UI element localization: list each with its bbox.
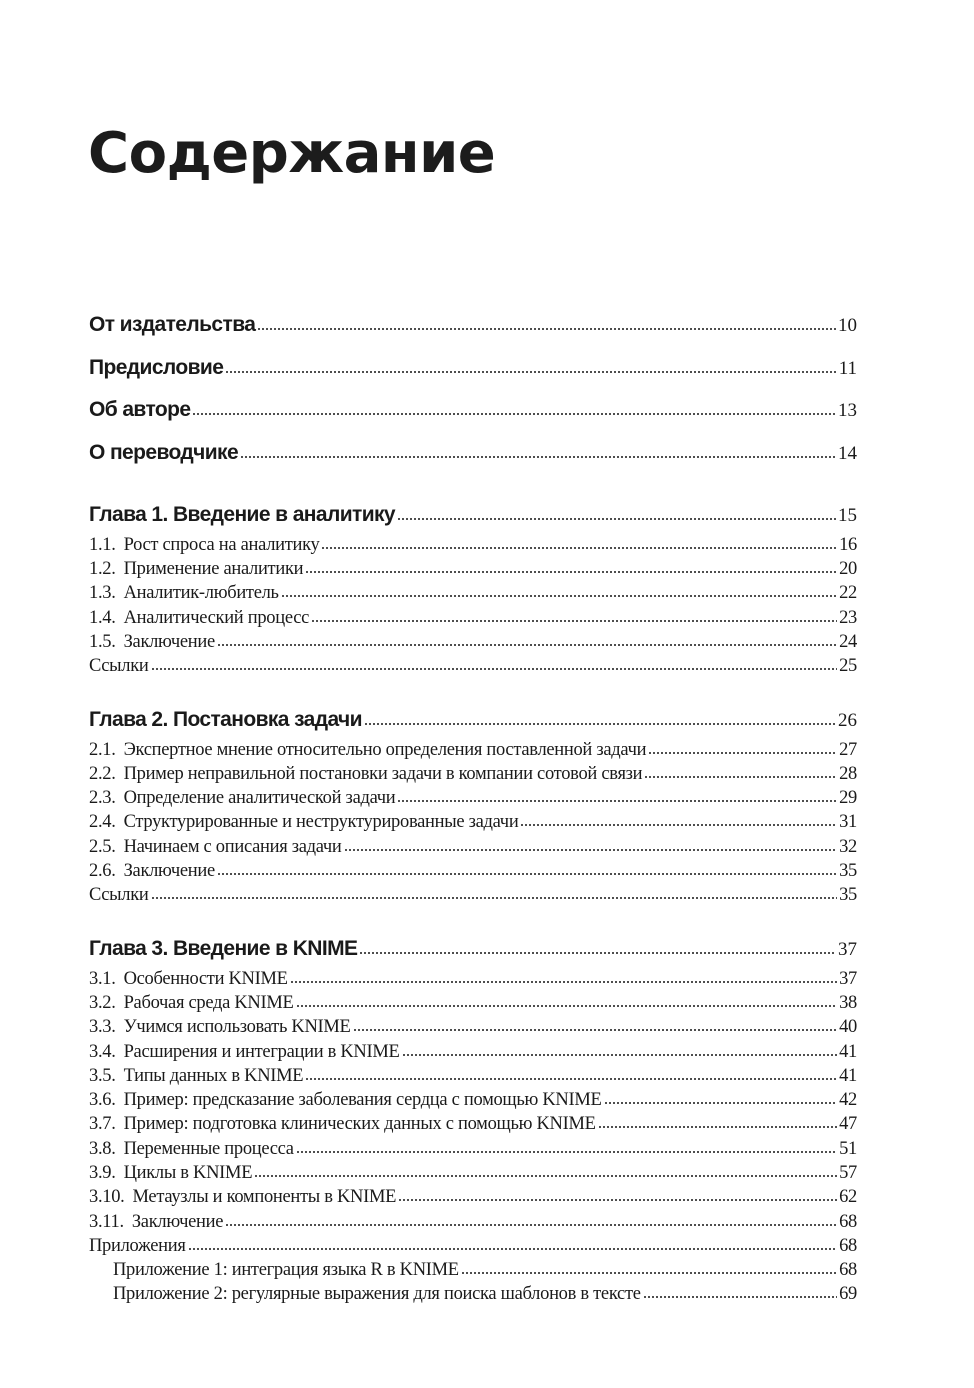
toc-page-number: 26 bbox=[838, 709, 857, 731]
toc-page-number: 38 bbox=[839, 992, 857, 1013]
toc-entry-number: 3.8. bbox=[89, 1138, 116, 1159]
toc-page-number: 41 bbox=[839, 1065, 857, 1086]
toc-entry-number: 3.4. bbox=[89, 1041, 116, 1062]
toc-entry-number: 3.3. bbox=[89, 1017, 116, 1038]
toc-entry-title: Экспертное мнение относительно определения поставленной задачи bbox=[123, 739, 647, 760]
toc-entry-title: О переводчике bbox=[89, 441, 239, 465]
toc-entry-label bbox=[89, 705, 362, 735]
toc-entry-label bbox=[89, 1210, 223, 1234]
toc-entry[interactable] bbox=[89, 991, 857, 1015]
toc-page-number: 10 bbox=[838, 315, 857, 336]
toc-page-number: 27 bbox=[839, 739, 857, 760]
dot-leader bbox=[188, 1247, 838, 1251]
toc-entry-label bbox=[89, 859, 215, 883]
dot-leader bbox=[344, 848, 838, 852]
toc-entry-title: Глава 2. Постановка задачи bbox=[89, 707, 362, 731]
toc-entry-label bbox=[89, 1137, 294, 1161]
toc-entry-title: Циклы в KNIME bbox=[123, 1162, 253, 1183]
toc-entry-title: Метаузлы и компоненты в KNIME bbox=[132, 1187, 397, 1208]
toc-entry-title: Ссылки bbox=[89, 885, 149, 906]
toc-entry-label bbox=[89, 934, 357, 964]
toc-entry-number: 1.5. bbox=[89, 631, 116, 652]
toc-entry[interactable] bbox=[89, 630, 857, 654]
dot-leader bbox=[398, 1198, 837, 1202]
dot-leader bbox=[254, 1174, 837, 1178]
toc-entry-title: Аналитический процесс bbox=[123, 607, 310, 628]
toc-entry-label bbox=[89, 1040, 400, 1064]
toc-entry-label bbox=[89, 786, 395, 810]
toc-entry-number: 2.3. bbox=[89, 788, 116, 809]
toc-entry-title: Применение аналитики bbox=[123, 559, 304, 580]
toc-page-number: 68 bbox=[839, 1235, 857, 1256]
toc-entry[interactable] bbox=[89, 1185, 857, 1209]
dot-leader bbox=[151, 667, 838, 671]
toc-entry-label bbox=[89, 1088, 602, 1112]
toc-front-matter-item[interactable] bbox=[89, 304, 857, 347]
toc-entry-label bbox=[89, 883, 149, 907]
toc-page-number: 23 bbox=[839, 607, 857, 628]
toc-entry-number: 3.7. bbox=[89, 1114, 116, 1135]
dot-leader bbox=[321, 546, 837, 550]
toc-entry-number: 3.9. bbox=[89, 1162, 116, 1183]
toc-entry-title: Переменные процесса bbox=[123, 1138, 294, 1159]
toc-entry-title: Рабочая среда KNIME bbox=[123, 992, 294, 1013]
toc-entry-number: 3.2. bbox=[89, 992, 116, 1013]
chapter-section bbox=[89, 705, 857, 908]
toc-subentry[interactable] bbox=[89, 1282, 857, 1306]
toc-page-number: 32 bbox=[839, 836, 857, 857]
toc-entry-number: 2.1. bbox=[89, 739, 116, 760]
toc-page-number: 37 bbox=[839, 968, 857, 989]
toc-entry-number: 1.4. bbox=[89, 607, 116, 628]
table-of-contents bbox=[89, 304, 857, 1307]
toc-entry-title: Глава 1. Введение в аналитику bbox=[89, 502, 395, 526]
dot-leader bbox=[290, 980, 837, 984]
toc-entry[interactable] bbox=[89, 762, 857, 786]
toc-page-number: 35 bbox=[839, 861, 857, 882]
dot-leader bbox=[598, 1125, 838, 1129]
toc-entry-title: Типы данных в KNIME bbox=[123, 1065, 304, 1086]
toc-entry-label bbox=[89, 500, 395, 530]
toc-entry-number: 2.6. bbox=[89, 861, 116, 882]
dot-leader bbox=[225, 1223, 837, 1227]
toc-entry[interactable] bbox=[89, 1210, 857, 1234]
toc-entry[interactable] bbox=[89, 738, 857, 762]
toc-page-number: 47 bbox=[839, 1114, 857, 1135]
toc-page-number: 51 bbox=[839, 1138, 857, 1159]
toc-entry-number: 3.1. bbox=[89, 968, 116, 989]
dot-leader bbox=[397, 799, 837, 803]
dot-leader bbox=[397, 517, 836, 521]
toc-entry-title: Пример неправильной постановки задачи в компании сотовой связи bbox=[123, 763, 643, 784]
toc-page-number: 57 bbox=[839, 1162, 857, 1183]
toc-entry-number: 1.3. bbox=[89, 583, 116, 604]
toc-entry[interactable] bbox=[89, 883, 857, 907]
toc-front-matter-item[interactable] bbox=[89, 389, 857, 432]
toc-page-number: 22 bbox=[839, 583, 857, 604]
dot-leader bbox=[402, 1053, 838, 1057]
toc-entry-title: Заключение bbox=[123, 861, 215, 882]
toc-entry-title: Заключение bbox=[123, 631, 215, 652]
toc-entry-label bbox=[89, 762, 642, 786]
toc-entry-title: Учимся использовать KNIME bbox=[123, 1017, 351, 1038]
toc-entry[interactable] bbox=[89, 581, 857, 605]
toc-entry-label bbox=[89, 1112, 596, 1136]
dot-leader bbox=[604, 1101, 838, 1105]
toc-entry[interactable] bbox=[89, 1137, 857, 1161]
toc-entry-label bbox=[89, 389, 190, 432]
toc-entry-title: Ссылки bbox=[89, 656, 149, 677]
toc-entry-title: Расширения и интеграции в KNIME bbox=[123, 1041, 400, 1062]
toc-page-number: 20 bbox=[839, 559, 857, 580]
toc-entry-label bbox=[89, 1015, 351, 1039]
toc-front-matter-item[interactable] bbox=[89, 347, 857, 390]
toc-subentry[interactable] bbox=[89, 1258, 857, 1282]
toc-entry-label bbox=[89, 432, 238, 475]
toc-entry-number: 1.2. bbox=[89, 559, 116, 580]
dot-leader bbox=[225, 370, 836, 374]
toc-entry-number: 3.6. bbox=[89, 1090, 116, 1111]
dot-leader bbox=[217, 872, 837, 876]
toc-entry-label bbox=[89, 810, 518, 834]
toc-entry[interactable] bbox=[89, 1064, 857, 1088]
toc-entry-label bbox=[89, 967, 288, 991]
toc-entry-number: 3.10. bbox=[89, 1187, 125, 1208]
toc-entry-title: Пример: подготовка клинических данных с помощью KNIME bbox=[123, 1114, 596, 1135]
toc-entry[interactable] bbox=[89, 835, 857, 859]
toc-entry[interactable] bbox=[89, 557, 857, 581]
dot-leader bbox=[644, 775, 837, 779]
toc-entry[interactable] bbox=[89, 654, 857, 678]
toc-entry-label bbox=[89, 738, 646, 762]
dot-leader bbox=[359, 951, 836, 955]
toc-entry-title: Предисловие bbox=[89, 355, 224, 379]
toc-entry-title: Приложение 1: интеграция языка R в KNIME bbox=[113, 1260, 459, 1281]
toc-entry-title: Приложения bbox=[89, 1235, 186, 1256]
toc-page-number: 41 bbox=[839, 1041, 857, 1062]
toc-page-number: 11 bbox=[838, 357, 857, 379]
toc-entry-label bbox=[89, 835, 342, 859]
toc-entry-number: 3.5. bbox=[89, 1065, 116, 1086]
toc-entry-label bbox=[89, 304, 255, 347]
toc-entry-label bbox=[89, 606, 309, 630]
toc-entry-title: Рост спроса на аналитику bbox=[123, 534, 320, 555]
toc-entry[interactable] bbox=[89, 1234, 857, 1258]
toc-entry-title: Об авторе bbox=[89, 398, 191, 422]
toc-page-number: 29 bbox=[839, 788, 857, 809]
toc-entry-title: Приложение 2: регулярные выражения для поиска шаблонов в тексте bbox=[113, 1284, 641, 1305]
toc-entry-label bbox=[89, 1064, 303, 1088]
toc-page-number: 14 bbox=[838, 443, 857, 465]
toc-entry-label bbox=[113, 1282, 641, 1306]
toc-entry-label bbox=[89, 557, 303, 581]
toc-entry-title: Пример: предсказание заболевания сердца с помощью KNIME bbox=[123, 1090, 602, 1111]
dot-leader bbox=[296, 1150, 837, 1154]
toc-entry-label bbox=[89, 533, 319, 557]
chapter-heading[interactable] bbox=[89, 934, 857, 964]
toc-entry[interactable] bbox=[89, 1088, 857, 1112]
toc-page-number: 16 bbox=[839, 534, 857, 555]
toc-entry[interactable] bbox=[89, 1161, 857, 1185]
toc-front-matter-item[interactable] bbox=[89, 432, 857, 475]
toc-entry-label bbox=[89, 1161, 252, 1185]
toc-page-number: 42 bbox=[839, 1090, 857, 1111]
toc-page-number: 37 bbox=[838, 938, 857, 960]
dot-leader bbox=[364, 722, 836, 726]
toc-entry-title: От издательства bbox=[89, 313, 256, 336]
dot-leader bbox=[520, 823, 837, 827]
dot-leader bbox=[648, 751, 837, 755]
toc-page-number: 28 bbox=[839, 763, 857, 784]
dot-leader bbox=[311, 619, 837, 623]
toc-page-number: 25 bbox=[839, 656, 857, 677]
toc-page-number: 69 bbox=[839, 1284, 857, 1305]
toc-entry-title: Глава 3. Введение в KNIME bbox=[89, 936, 358, 960]
toc-entry-label bbox=[89, 991, 294, 1015]
chapter-section bbox=[89, 500, 857, 679]
dot-leader bbox=[461, 1271, 837, 1275]
dot-leader bbox=[305, 570, 837, 574]
dot-leader bbox=[240, 455, 836, 459]
dot-leader bbox=[296, 1004, 838, 1008]
toc-entry-title: Заключение bbox=[131, 1211, 224, 1232]
dot-leader bbox=[151, 896, 838, 900]
dot-leader bbox=[281, 594, 837, 598]
dot-leader bbox=[353, 1028, 838, 1032]
toc-page-number: 40 bbox=[839, 1017, 857, 1038]
toc-entry-label bbox=[89, 347, 223, 390]
toc-entry-number: 2.2. bbox=[89, 763, 116, 784]
dot-leader bbox=[305, 1077, 837, 1081]
toc-page-number: 68 bbox=[839, 1260, 857, 1281]
toc-entry-label bbox=[89, 1234, 186, 1258]
toc-page-number: 13 bbox=[838, 400, 857, 422]
toc-entry[interactable] bbox=[89, 533, 857, 557]
toc-entry-title: Структурированные и неструктурированные задачи bbox=[123, 812, 519, 833]
chapters-list bbox=[89, 500, 857, 1307]
toc-entry[interactable] bbox=[89, 606, 857, 630]
toc-page-number: 31 bbox=[839, 812, 857, 833]
chapter-section bbox=[89, 934, 857, 1307]
toc-entry-label bbox=[89, 654, 149, 678]
chapter-heading[interactable] bbox=[89, 705, 857, 735]
toc-entry[interactable] bbox=[89, 1015, 857, 1039]
toc-page-number: 24 bbox=[839, 631, 857, 652]
toc-entry-title: Аналитик-любитель bbox=[123, 583, 279, 604]
toc-entry-number: 2.4. bbox=[89, 812, 116, 833]
dot-leader bbox=[643, 1295, 837, 1299]
toc-entry[interactable] bbox=[89, 859, 857, 883]
front-matter-list bbox=[89, 304, 857, 475]
toc-entry-title: Особенности KNIME bbox=[123, 968, 288, 989]
page-title: Содержание bbox=[88, 121, 496, 186]
toc-entry-label bbox=[89, 630, 215, 654]
toc-page-number: 62 bbox=[839, 1187, 857, 1208]
dot-leader bbox=[192, 412, 836, 416]
chapter-heading[interactable] bbox=[89, 500, 857, 530]
toc-page-number: 15 bbox=[838, 504, 857, 526]
toc-entry[interactable] bbox=[89, 786, 857, 810]
toc-entry-label bbox=[89, 1185, 396, 1209]
toc-page-number: 35 bbox=[839, 885, 857, 906]
toc-entry[interactable] bbox=[89, 810, 857, 834]
toc-entry-title: Определение аналитической задачи bbox=[123, 788, 396, 809]
toc-entry-label bbox=[89, 581, 279, 605]
toc-entry-title: Начинаем с описания задачи bbox=[123, 836, 342, 857]
toc-entry-label bbox=[113, 1258, 459, 1282]
toc-entry[interactable] bbox=[89, 1112, 857, 1136]
toc-entry-number: 1.1. bbox=[89, 534, 116, 555]
dot-leader bbox=[217, 643, 837, 647]
toc-entry-number: 2.5. bbox=[89, 836, 116, 857]
toc-page-number: 68 bbox=[839, 1211, 857, 1232]
toc-entry-number: 3.11. bbox=[89, 1211, 124, 1232]
toc-entry[interactable] bbox=[89, 1040, 857, 1064]
dot-leader bbox=[257, 327, 836, 331]
toc-entry[interactable] bbox=[89, 967, 857, 991]
